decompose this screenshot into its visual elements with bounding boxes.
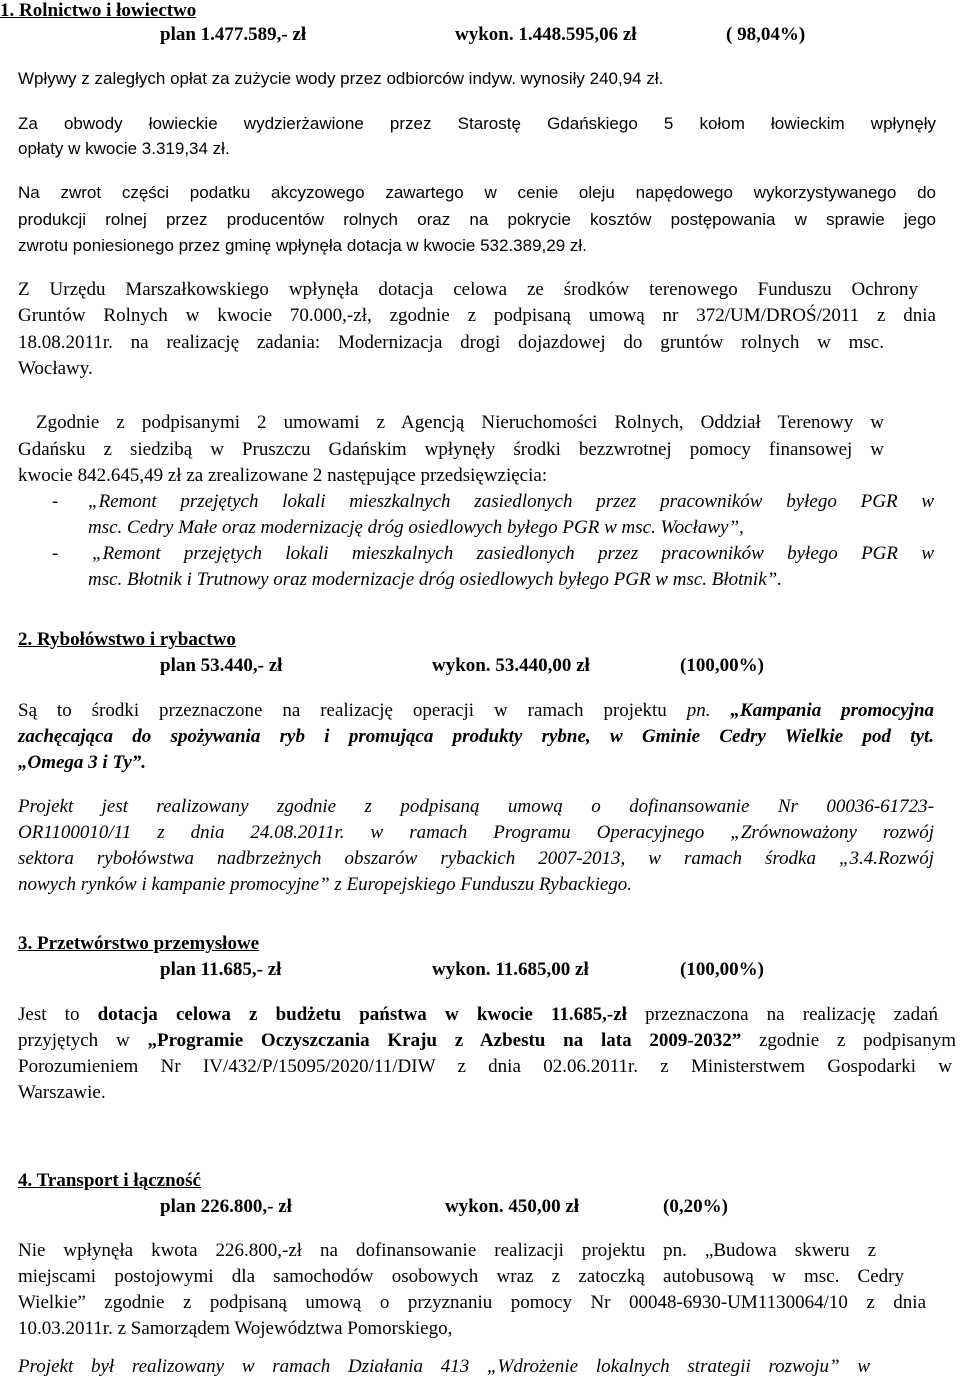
- section-2-para-2-line-1: Projekt jest realizowany zgodnie z podpisaną umową o dofinansowanie Nr 00036-61723-: [18, 796, 934, 817]
- section-2-wykon: wykon. 53.440,00 zł: [432, 655, 590, 676]
- section-3-subsidy: dotacja celowa z budżetu państwa w kwocie 11.685,-zł: [97, 1004, 627, 1025]
- section-3-para-1-line-1: [18, 1004, 938, 1026]
- section-2-percent: (100,00%): [680, 655, 764, 676]
- section-4-para-1-line-1: Nie wpłynęła kwota 226.800,-zł na dofinansowanie realizacji projektu pn. „Budowa skweru z: [18, 1240, 876, 1261]
- section-1-para-3-line-3: zwrotu poniesionego przez gminę wpłynęła dotacja w kwocie 532.389,29 zł.: [18, 236, 587, 255]
- list-item-1-line-1: „Remont przejętych lokali mieszkalnych zasiedlonych przez pracowników byłego PGR w: [88, 491, 934, 512]
- section-1-para-4-line-1: Z Urzędu Marszałkowskiego wpłynęła dotacja celowa ze środków terenowego Funduszu Ochrony: [18, 279, 918, 300]
- section-4-percent: (0,20%): [663, 1196, 728, 1217]
- section-1-para-5-line-1: Zgodnie z podpisanymi 2 umowami z Agencją Nieruchomości Rolnych, Oddział Terenowy w: [36, 412, 884, 433]
- section-1-percent: ( 98,04%): [726, 24, 806, 45]
- section-3-text: Jest to: [18, 1004, 98, 1025]
- section-1-para-4-line-3: 18.08.2011r. na realizację zadania: Modernizacja drogi dojazdowej do gruntów rolnych w msc.: [18, 332, 884, 353]
- section-3-wykon: wykon. 11.685,00 zł: [432, 959, 589, 980]
- section-3-heading: 3. Przetwórstwo przemysłowe: [18, 933, 260, 954]
- section-1-wykon: wykon. 1.448.595,06 zł: [455, 24, 637, 45]
- section-3-text: przyjętych w: [18, 1030, 148, 1051]
- section-1-heading: 1. Rolnictwo i łowiectwo: [0, 0, 197, 21]
- section-1-para-2-line-2: opłaty w kwocie 3.319,34 zł.: [18, 139, 230, 158]
- section-3-para-1-line-2: [18, 1030, 956, 1052]
- section-1-para-5-line-2: Gdańsku z siedzibą w Pruszczu Gdańskim wpłynęły środki bezzwrotnej pomocy finansowej w: [18, 439, 884, 460]
- section-1-para-1: Wpływy z zaległych opłat za zużycie wody przez odbiorców indyw. wynosiły 240,94 zł.: [18, 69, 664, 88]
- section-2-project-pn: pn.: [686, 700, 731, 721]
- section-1-para-2-line-1: Za obwody łowieckie wydzierżawione przez Starostę Gdańskiego 5 kołom łowieckim wpłynęły: [18, 114, 936, 133]
- section-3-para-1-line-4: Warszawie.: [18, 1082, 106, 1103]
- section-4-para-1-line-2: miejscami postojowymi dla samochodów osobowych wraz z zatoczką autobusową w msc. Cedry: [18, 1266, 904, 1287]
- section-2-para-2-line-4: nowych rynków i kampanie promocyjne” z Europejskiego Funduszu Rybackiego.: [18, 874, 633, 895]
- section-4-para-2-line-1: Projekt był realizowany w ramach Działania 413 „Wdrożenie lokalnych strategii rozwoju” w: [18, 1356, 870, 1377]
- section-3-percent: (100,00%): [680, 959, 764, 980]
- section-3-plan: plan 11.685,- zł: [160, 959, 282, 980]
- list-item-2-line-1: „Remont przejętych lokali mieszkalnych zasiedlonych przez pracowników byłego PGR w: [92, 543, 934, 564]
- section-3-para-1-line-3: Porozumieniem Nr IV/432/P/15095/2020/11/DIW z dnia 02.06.2011r. z Ministerstwem Gospodarki w: [18, 1056, 952, 1077]
- section-1-plan: plan 1.477.589,- zł: [160, 24, 307, 45]
- section-3-text: przeznaczona na realizację zadań: [626, 1004, 939, 1025]
- list-dash: -: [52, 543, 59, 564]
- section-4-plan: plan 226.800,- zł: [160, 1196, 292, 1217]
- section-1-para-4-line-4: Wocławy.: [18, 358, 93, 379]
- list-item-2-line-2: msc. Błotnik i Trutnowy oraz modernizacje dróg osiedlowych byłego PGR w msc. Błotnik”.: [88, 569, 782, 590]
- section-2-para-1-line-2: zachęcająca do spożywania ryb i promująca produkty rybne, w Gminie Cedry Wielkie pod tyt.: [18, 726, 934, 747]
- section-1-para-3-line-2: produkcji rolnej przez producentów rolnych oraz na pokrycie kosztów postępowania w sprawie jego: [18, 210, 936, 229]
- section-2-para-1-text: Są to środki przeznaczone na realizację operacji w ramach projektu: [18, 700, 687, 721]
- section-4-para-1-line-4: 10.03.2011r. z Samorządem Województwa Pomorskiego,: [18, 1318, 453, 1339]
- section-4-wykon: wykon. 450,00 zł: [445, 1196, 580, 1217]
- section-2-para-1-line-3: „Omega 3 i Ty”.: [18, 752, 147, 773]
- section-1-para-4-line-2: Gruntów Rolnych w kwocie 70.000,-zł, zgodnie z podpisaną umową nr 372/UM/DROŚ/2011 z dnia: [18, 305, 936, 326]
- section-3-text: zgodnie z podpisanym: [741, 1030, 956, 1051]
- section-3-program-name: „Programie Oczyszczania Kraju z Azbestu na lata 2009-2032”: [147, 1030, 742, 1051]
- section-4-heading: 4. Transport i łączność: [18, 1170, 201, 1191]
- section-2-heading: 2. Rybołówstwo i rybactwo: [18, 629, 236, 650]
- list-item-1-line-2: msc. Cedry Małe oraz modernizację dróg osiedlowych byłego PGR w msc. Wocławy”,: [88, 517, 744, 538]
- section-4-para-1-line-3: Wielkie” zgodnie z podpisaną umową o przyznaniu pomocy Nr 00048-6930-UM1130064/10 z dnia: [18, 1292, 926, 1313]
- section-2-para-2-line-3: sektora rybołówstwa nadbrzeżnych obszarów rybackich 2007-2013, w ramach środka „3.4.Rozwój: [18, 848, 934, 869]
- list-dash: -: [52, 491, 59, 512]
- section-2-project-title-start: „Kampania promocyjna: [730, 700, 935, 721]
- section-2-plan: plan 53.440,- zł: [160, 655, 283, 676]
- section-2-para-2-line-2: OR1100010/11 z dnia 24.08.2011r. w ramach Programu Operacyjnego „Zrównoważony rozwój: [18, 822, 934, 843]
- section-2-para-1-line-1: [18, 700, 934, 722]
- section-1-para-5-line-3: kwocie 842.645,49 zł za zrealizowane 2 następujące przedsięwzięcia:: [18, 465, 548, 486]
- section-1-para-3-line-1: Na zwrot części podatku akcyzowego zawartego w cenie oleju napędowego wykorzystywanego do: [18, 183, 936, 202]
